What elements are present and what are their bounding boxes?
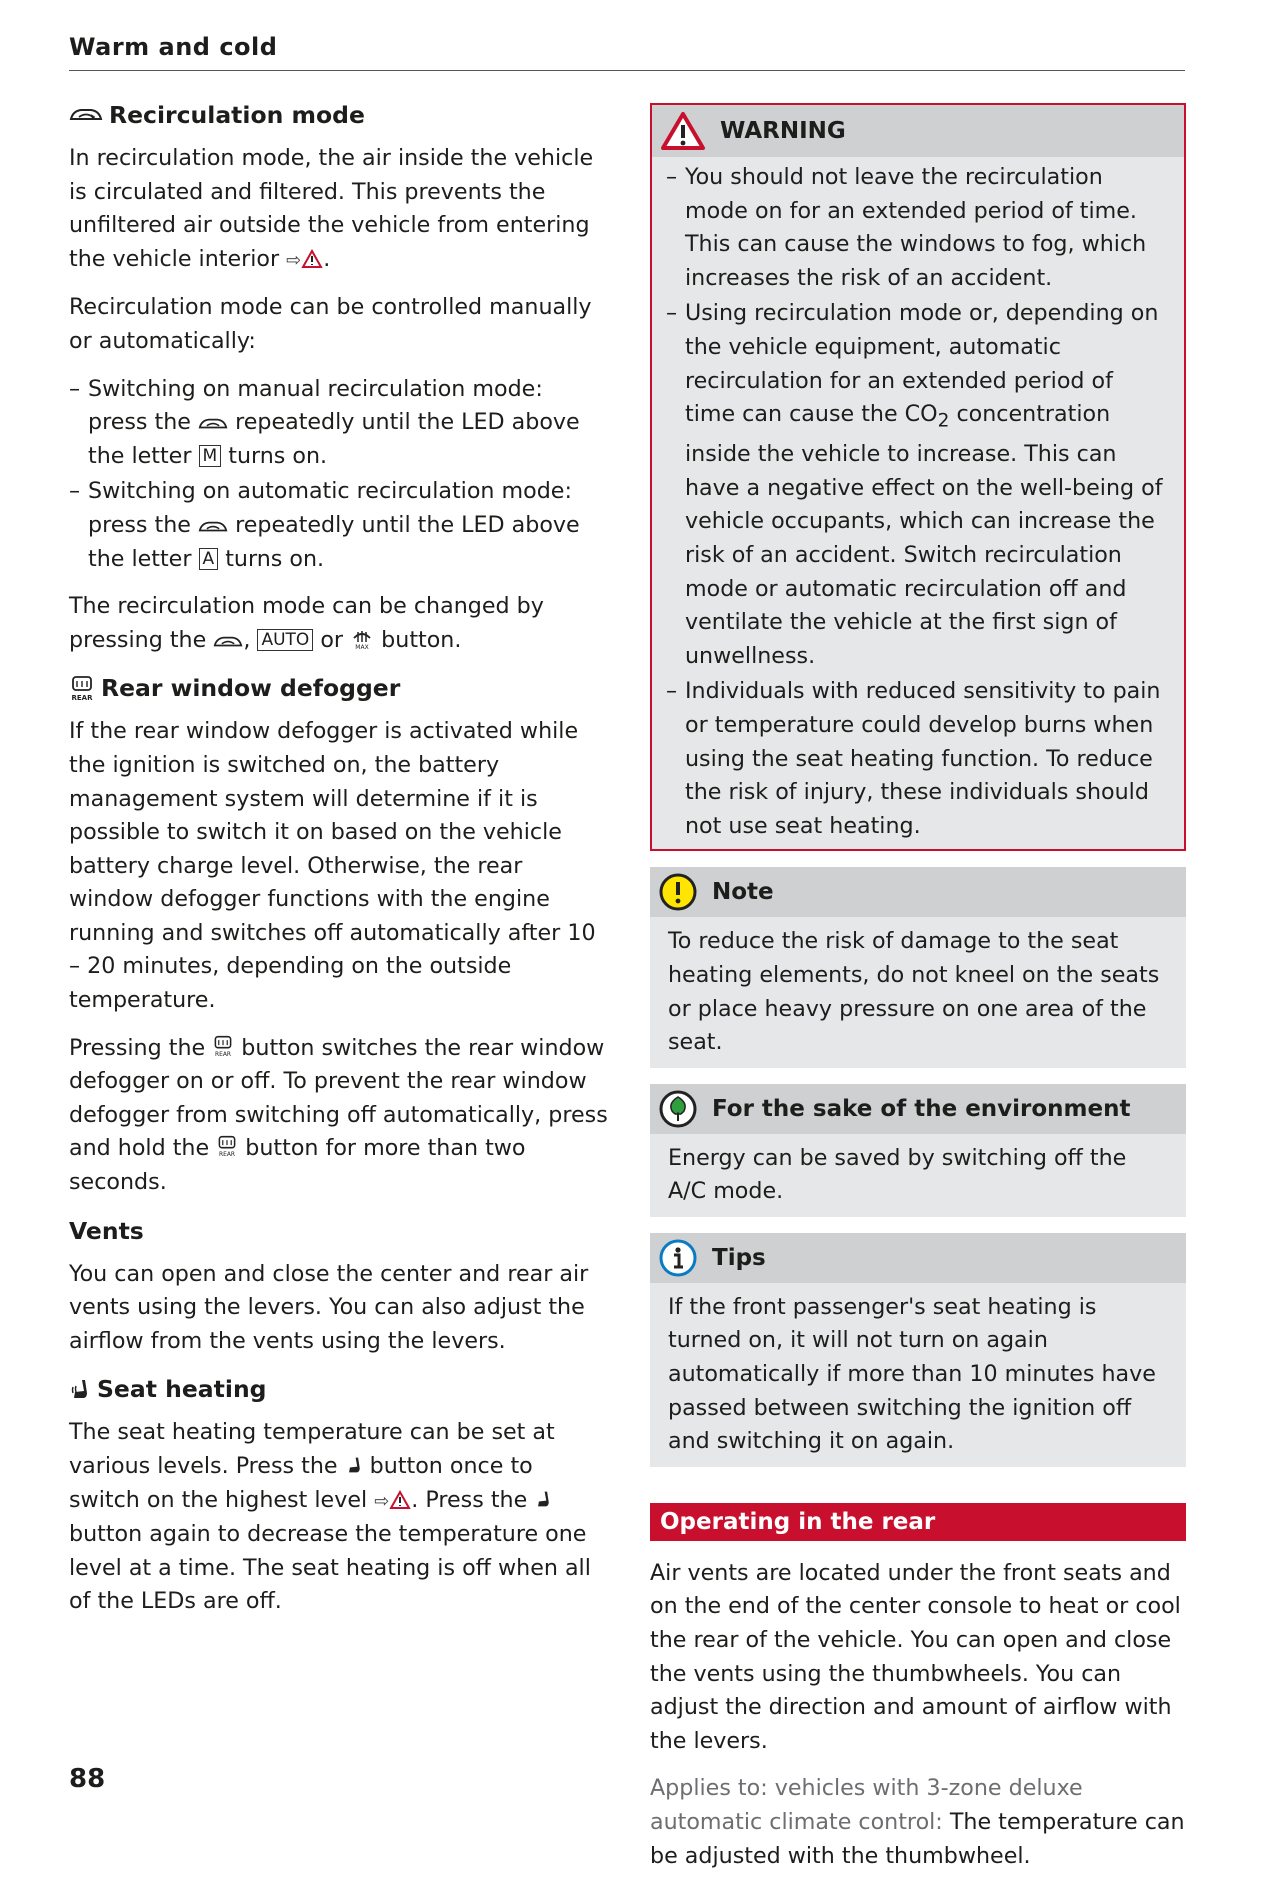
arrow-reference-icon: ⇨ [286, 249, 302, 271]
defogger-heading [69, 671, 609, 705]
rear-defogger-icon [69, 674, 95, 702]
seat-heating-icon [69, 1377, 91, 1401]
info-icon [658, 1238, 698, 1278]
tips-header [650, 1233, 1186, 1283]
defogger-para-2 [69, 1032, 609, 1200]
list-item [69, 475, 609, 576]
warning-list [666, 161, 1166, 843]
list-item [69, 373, 609, 474]
recirculation-icon [213, 634, 243, 650]
warning-item2-a: Using recirculation mode or, depending on the vehicle equipment, automatic recirculation for an extended period of time can cause the CO [685, 300, 1159, 428]
environment-icon [658, 1089, 698, 1129]
key-auto: AUTO [257, 629, 313, 651]
svg-text:REAR: REAR [219, 1152, 236, 1159]
item1-b: repeatedly until the LED above the letter [88, 409, 580, 469]
recirculation-para-1: In recirculation mode, the air inside the vehicle is circulated and filtered. This prevents the unfiltered air outside the vehicle from entering the vehicle interior ⇨ . [69, 145, 594, 272]
item2-a: Switching on automatic recirculation mode: press the [88, 478, 572, 538]
seat-heating-para [69, 1416, 609, 1619]
recirculation-list [69, 373, 609, 577]
recirculation-p1-text: In recirculation mode, the air inside the vehicle is circulated and filtered. This prevents the unfiltered air outside the vehicle from entering the vehicle interior [69, 145, 594, 272]
tips-title: Tips [712, 1244, 766, 1271]
warning-item2-b: concentration inside the vehicle to increase. This can have a negative effect on the well-being of vehicle occupants, which can increase the risk of an accident. Switch recirculation mode or automatic recirculation off and ventilate the vehicle at the first sign of unwellness. [685, 401, 1163, 669]
note-body [650, 917, 1186, 1067]
p3-b: or [320, 626, 344, 653]
recirculation-icon [69, 106, 103, 124]
recirculation-icon [198, 416, 228, 432]
recirculation-heading [69, 98, 609, 132]
page-header [69, 30, 1185, 71]
rear-defogger-icon [216, 1134, 238, 1158]
seat-heating-heading [69, 1372, 609, 1406]
svg-text:MAX: MAX [355, 643, 369, 650]
tips-body [650, 1283, 1186, 1467]
vents-para: You can open and close the center and rear air vents using the levers. You can also adjust the airflow from the vents using the levers. [69, 1260, 589, 1354]
recirculation-icon [198, 519, 228, 535]
rear-p2-text: The temperature can be adjusted with the thumbwheel. [650, 1809, 1185, 1869]
list-item [666, 297, 1166, 673]
warning-body [652, 157, 1184, 849]
warning-triangle-icon [389, 1490, 411, 1510]
defogger-p2-b: button switches the rear window defogger on or off. To prevent the rear window defogger from switching off automatically, press and hold the [69, 1034, 608, 1162]
item1-a: Switching on manual recirculation mode: press the [88, 375, 543, 436]
rear-para-2 [650, 1772, 1186, 1873]
applies-to-note: Applies to: vehicles with 3-zone deluxe automatic climate control: [650, 1775, 1083, 1835]
environment-title: For the sake of the environment [712, 1095, 1131, 1122]
rear-para-1: Air vents are located under the front seats and on the end of the center console to heat or cool the rear of the vehicle. You can open and close the vents using the thumbwheels. You can adjust the direction and amount of airflow with the levers. [650, 1559, 1181, 1754]
vents-heading [69, 1214, 609, 1248]
note-icon [658, 872, 698, 912]
warning-triangle-icon [660, 111, 706, 151]
rear-section-heading: Operating in the rear [650, 1503, 1186, 1541]
key-a: A [199, 548, 219, 570]
seat-p1-c: . Press the [411, 1486, 528, 1513]
environment-text: Energy can be saved by switching off the A/C mode. [668, 1144, 1127, 1205]
item2-b: repeatedly until the LED above the letter [88, 511, 580, 572]
p3-a: The recirculation mode can be changed by pressing the [69, 593, 544, 653]
page-title: Warm and cold [69, 33, 278, 61]
vents-heading-text: Vents [69, 1216, 144, 1245]
note-title: Note [712, 879, 774, 906]
item1-c: turns on. [228, 442, 328, 469]
key-m: M [199, 445, 222, 467]
environment-body [650, 1134, 1186, 1217]
p3-c: button. [381, 626, 462, 653]
recirculation-para-3: The recirculation mode can be changed by pressing the , AUTO or MAX button. [69, 593, 544, 653]
seat-p1-d: button again to decrease the temperature one level at a time. The seat heating is off when all of the LEDs are off. [69, 1521, 591, 1615]
max-defrost-icon [350, 626, 374, 650]
arrow-reference-icon: ⇨ [374, 1490, 390, 1512]
item2-c: turns on. [225, 545, 325, 572]
list-item: – Individuals with reduced sensitivity to pain or temperature could develop burns when using the seat heating function. To reduce the risk of injury, these individuals should not use seat heating. [666, 675, 1166, 843]
warning-title: WARNING [720, 118, 846, 144]
defogger-p2-c: button for more than two seconds. [69, 1135, 526, 1196]
tips-box [650, 1233, 1186, 1467]
list-item: – You should not leave the recirculation mode on for an extended period of time. This can cause the windows to fog, which increases the risk of an accident. [666, 161, 1166, 295]
environment-box [650, 1084, 1186, 1217]
warning-triangle-icon [301, 249, 323, 269]
recirculation-heading-text: Recirculation mode [109, 101, 365, 129]
note-text: To reduce the risk of damage to the seat heating elements, do not kneel on the seats or place heavy pressure on one area of the seat. [668, 928, 1160, 1056]
defogger-heading-text: Rear window defogger [101, 674, 401, 703]
rear-defogger-icon [212, 1034, 234, 1058]
co2-subscript: 2 [937, 410, 950, 432]
warning-header [652, 105, 1184, 157]
tips-text: If the front passenger's seat heating is turned on, it will not turn on again automatically if more than 10 minutes have passed between switching the ignition off and switching it on again. [668, 1293, 1156, 1455]
seat-p1-b: button once to switch on the highest level [69, 1453, 533, 1513]
left-column [69, 98, 609, 1633]
defogger-p2-a: Pressing the [69, 1034, 206, 1061]
note-box [650, 867, 1186, 1067]
defogger-para-1: If the rear window defogger is activated while the ignition is switched on, the battery management system will determine if it is possible to switch it on based on the vehicle battery charge level. Otherwise, the rear window defogger functions with the engine running and switches off automatically after 10 – 20 minutes, depending on the outside temperature. [69, 718, 596, 1014]
svg-text:REAR: REAR [71, 694, 93, 703]
warning-box [650, 103, 1186, 851]
page-number: 88 [69, 1764, 106, 1794]
recirculation-para-2: Recirculation mode can be controlled manually or automatically: [69, 294, 592, 354]
seat-p1-a: The seat heating temperature can be set at various levels. Press the [69, 1419, 555, 1479]
seat-heating-icon [534, 1488, 552, 1510]
note-header [650, 867, 1186, 917]
seat-heating-icon [345, 1454, 363, 1476]
environment-header [650, 1084, 1186, 1134]
right-column [650, 103, 1186, 1887]
seat-heating-heading-text: Seat heating [97, 1375, 267, 1404]
svg-text:REAR: REAR [215, 1051, 232, 1058]
